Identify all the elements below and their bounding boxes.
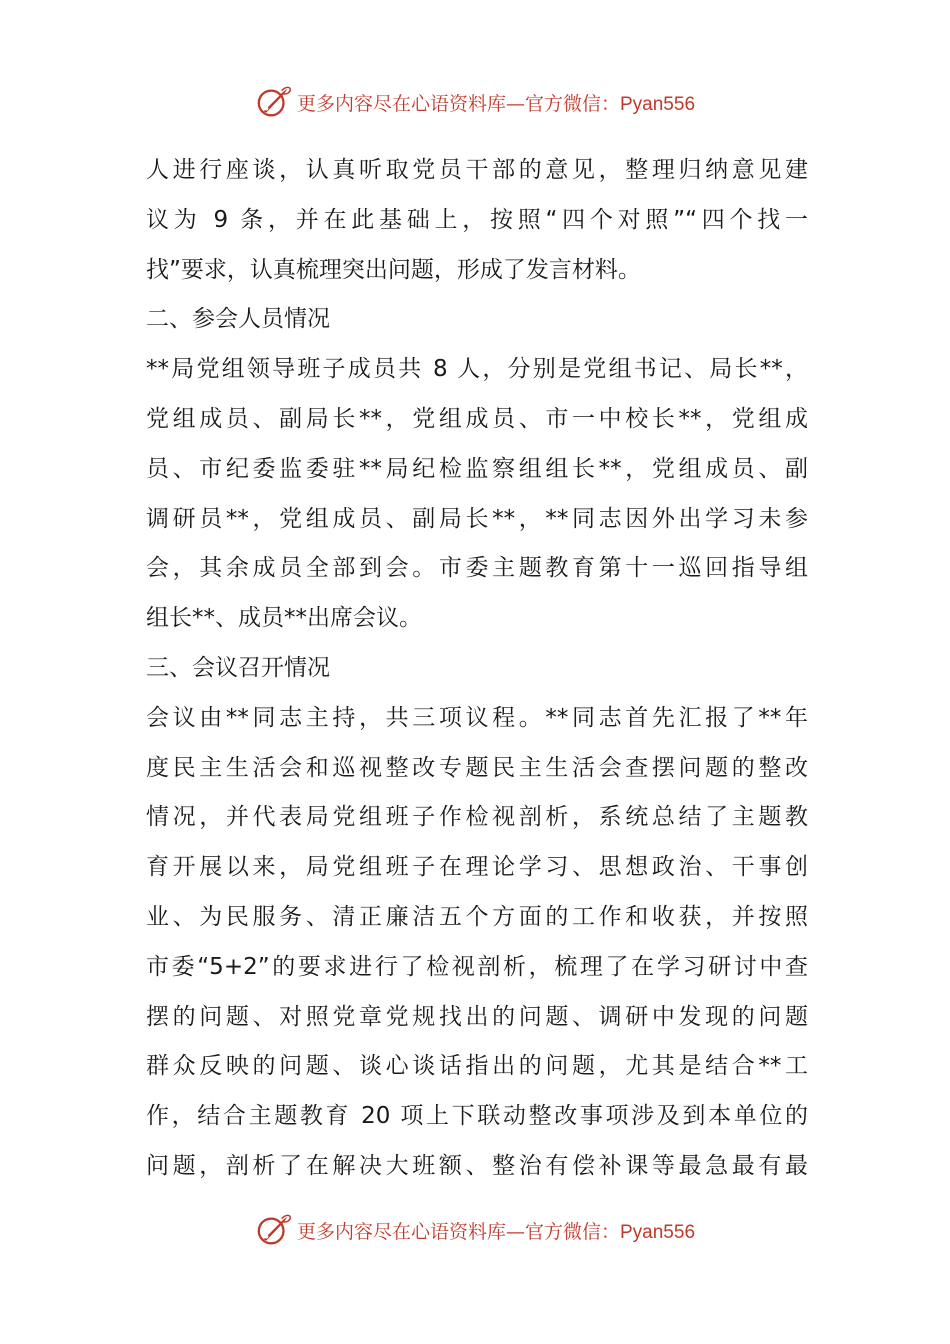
text-line: 议为 9 条，并在此基础上，按照“四个对照”“四个找一 xyxy=(146,206,808,233)
text-line: 度民主生活会和巡视整改专题民主生活会查摆问题的整改 xyxy=(146,754,808,781)
text-line: 找”要求，认真梳理突出问题，形成了发言材料。 xyxy=(146,256,641,283)
header-watermark xyxy=(0,80,950,124)
text-line: 会，其余成员全部到会。市委主题教育第十一巡回指导组 xyxy=(146,555,808,582)
footer-watermark xyxy=(0,1208,950,1252)
quill-logo-icon xyxy=(255,83,293,121)
text-line: 市委“5+2”的要求进行了检视剖析，梳理了在学习研讨中查 xyxy=(146,953,808,980)
text-line: 人进行座谈，认真听取党员干部的意见，整理归纳意见建 xyxy=(146,157,808,183)
watermark-text: 更多内容尽在心语资料库—官方微信：Pyan556 xyxy=(296,1220,696,1243)
document-body xyxy=(146,146,808,1192)
watermark-handle: Pyan556 xyxy=(620,93,696,115)
section-heading: 三、会议召开情况 xyxy=(146,654,330,681)
text-line: 员、市纪委监委驻**局纪检监察组组长**，党组成员、副 xyxy=(146,455,808,482)
text-line: 摆的问题、对照党章党规找出的问题、调研中发现的问题 xyxy=(146,1003,808,1030)
text-line: 作，结合主题教育 20 项上下联动整改事项涉及到本单位的 xyxy=(146,1103,808,1130)
text-line: 会议由**同志主持，共三项议程。**同志首先汇报了**年 xyxy=(146,704,808,731)
watermark-text: 更多内容尽在心语资料库—官方微信：Pyan556 xyxy=(296,92,696,115)
quill-logo-icon xyxy=(255,1211,293,1249)
text-line: 问题，剖析了在解决大班额、整治有偿补课等最急最有最 xyxy=(146,1152,808,1179)
text-line: 党组成员、副局长**，党组成员、市一中校长**，党组成 xyxy=(146,405,808,432)
text-line: 调研员**，党组成员、副局长**，**同志因外出学习未参 xyxy=(146,505,808,532)
text-line: 群众反映的问题、谈心谈话指出的问题，尤其是结合**工 xyxy=(146,1053,808,1080)
watermark-handle: Pyan556 xyxy=(620,1221,696,1243)
text-line: 组长**、成员**出席会议。 xyxy=(146,605,422,632)
text-line: **局党组领导班子成员共 8 人，分别是党组书记、局长**， xyxy=(146,356,808,383)
text-line: 业、为民服务、清正廉洁五个方面的工作和收获，并按照 xyxy=(146,903,808,930)
text-line: 育开展以来，局党组班子在理论学习、思想政治、干事创 xyxy=(146,854,808,881)
section-heading: 二、参会人员情况 xyxy=(146,306,330,333)
text-line: 情况，并代表局党组班子作检视剖析，系统总结了主题教 xyxy=(146,804,808,831)
